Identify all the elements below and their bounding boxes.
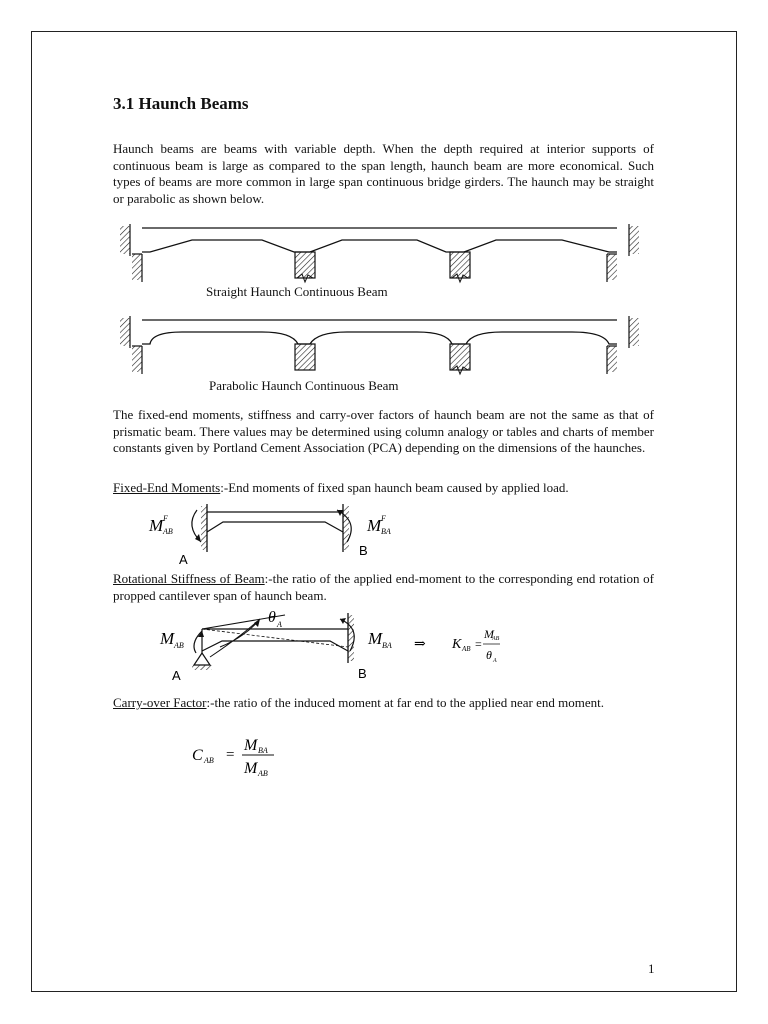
stiffness-fraction-denominator: θ — [486, 648, 492, 662]
interior-support-1 — [295, 252, 315, 278]
carry-over-denominator: M — [244, 760, 258, 777]
fem-left-subscript: AB — [163, 527, 173, 536]
carry-over-numerator-subscript: BA — [258, 746, 268, 755]
left-wall-hatch — [120, 226, 130, 254]
carry-over-denominator-subscript: AB — [258, 769, 268, 778]
carry-over-numerator: M — [244, 737, 258, 754]
carry-over-definition — [113, 695, 654, 712]
stiffness-m-ba-symbol: M — [368, 629, 383, 648]
fem-right-superscript: F — [381, 514, 386, 523]
parabolic-haunch-beam-figure — [112, 312, 657, 377]
pin-support — [194, 653, 210, 665]
stiffness-term: Rotational Stiffness of Beam — [113, 571, 265, 586]
carry-over-equals: = — [226, 747, 235, 763]
fem-left-superscript: F — [163, 514, 168, 523]
carry-over-c-subscript: AB — [204, 756, 214, 765]
fem-right-subscript: BA — [381, 527, 391, 536]
parabolic-haunch-caption: Parabolic Haunch Continuous Beam — [209, 378, 399, 393]
stiffness-numerator-subscript: AB — [492, 636, 500, 642]
fem-label-a: A — [179, 552, 188, 567]
carry-over-text: :-the ratio of the induced moment at far end to the applied near end moment. — [206, 695, 604, 710]
fixed-end-definition — [113, 480, 654, 497]
stiffness-m-ab-symbol: M — [160, 629, 175, 648]
stiffness-k-subscript: AB — [462, 645, 471, 653]
interior-support-2 — [450, 252, 470, 278]
straight-haunch-beam-figure — [112, 220, 657, 285]
fem-right-symbol: M — [367, 516, 382, 535]
stiffness-theta-symbol: θ — [268, 609, 276, 626]
stiffness-denominator-subscript: A — [493, 658, 497, 664]
carry-over-term: Carry-over Factor — [113, 695, 207, 710]
stiffness-m-ab-subscript: AB — [174, 641, 184, 650]
stiffness-k-symbol: K — [452, 637, 462, 652]
page-number: 1 — [648, 961, 655, 976]
carry-over-formula — [190, 733, 290, 779]
beam-bottom-straight-haunch — [142, 240, 617, 252]
beam-bottom-parabolic-haunch — [142, 332, 617, 344]
intro-paragraph: Haunch beams are beams with variable depth. When the depth required at interior supports of continuous beam is large as compared to the span length, haunch beam are more economical. Such types of beams are more common in large span continuous bridge girders. The haunch may be straight or parabolic as shown below. — [113, 141, 654, 206]
stiffness-definition — [113, 571, 654, 604]
straight-haunch-caption: Straight Haunch Continuous Beam — [206, 284, 388, 299]
stiffness-label-a: A — [172, 668, 181, 683]
stiffness-label-b: B — [358, 666, 367, 681]
fixed-end-term: Fixed-End Moments — [113, 480, 221, 495]
fixed-end-text: :-End moments of fixed span haunch beam caused by applied load. — [220, 480, 569, 495]
stiffness-m-ba-subscript: BA — [382, 641, 392, 650]
stiffness-fraction-numerator: M — [484, 627, 494, 641]
stiffness-text: :-the ratio of the applied end-moment to the corresponding end rotation of propped cantilever span of haunch beam. — [113, 571, 654, 603]
fixed-end-moment-figure — [145, 500, 415, 570]
stiffness-theta-subscript: A — [277, 620, 282, 629]
implies-arrow: ⇒ — [414, 637, 426, 652]
body-paragraph: The fixed-end moments, stiffness and carry-over factors of haunch beam are not the same as that of prismatic beam. There values may be determined using column analogy or tables and charts of member constants given by Portland Cement Association (PCA) depending on the dimensions of the haunches. — [113, 407, 654, 455]
rotational-stiffness-figure — [150, 607, 500, 685]
section-heading: 3.1 Haunch Beams — [113, 94, 249, 113]
carry-over-c-symbol: C — [192, 747, 203, 764]
fem-left-symbol: M — [149, 516, 164, 535]
fem-label-b: B — [359, 543, 368, 558]
stiffness-equals: = — [475, 637, 482, 651]
